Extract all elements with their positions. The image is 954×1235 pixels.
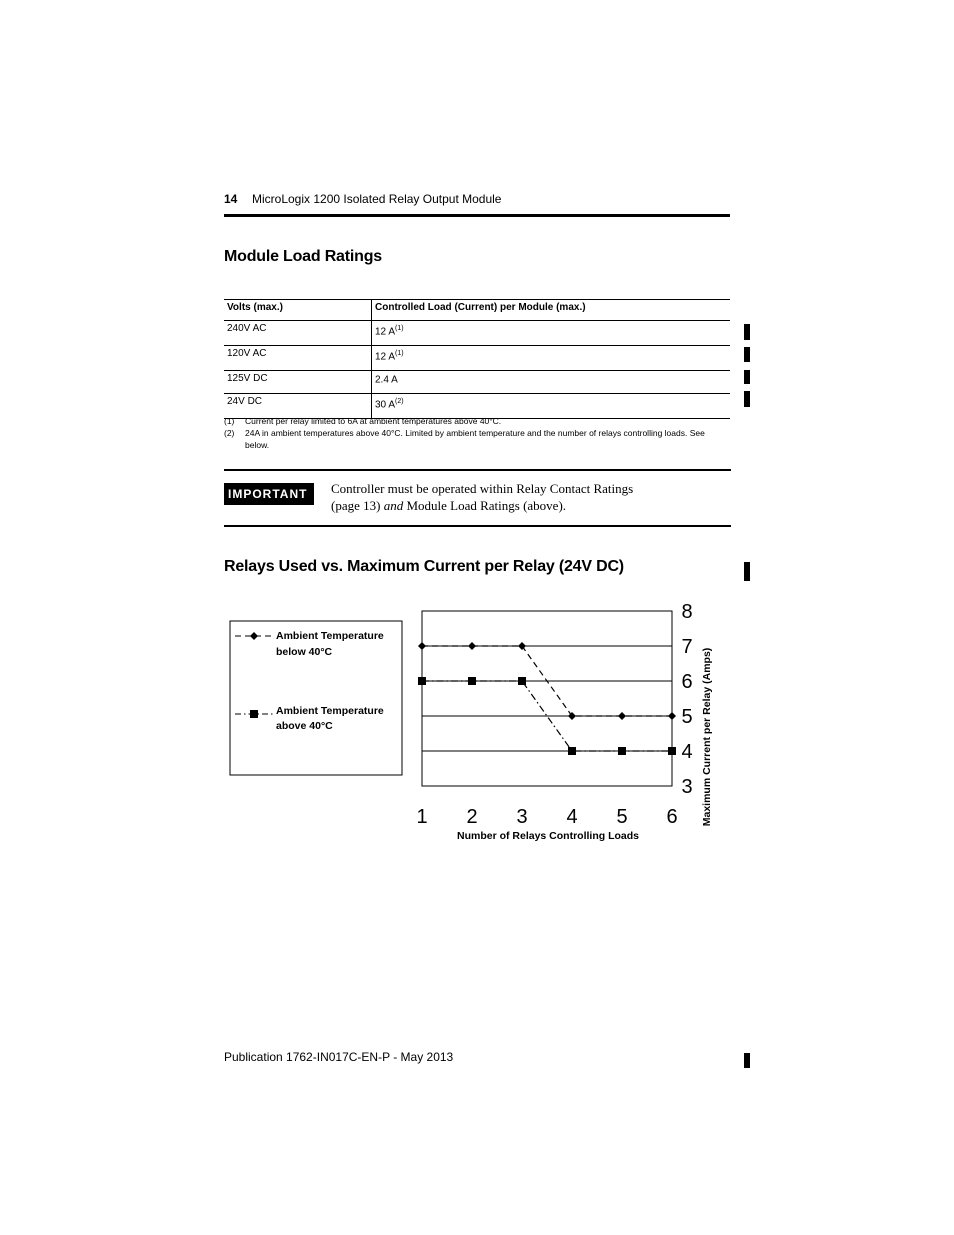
y-tick-label: 4 <box>681 741 693 763</box>
data-point-square <box>418 677 426 685</box>
cell-volts: 125V DC <box>224 371 372 394</box>
footer-publication: Publication 1762-IN017C-EN-P - May 2013 <box>224 1050 454 1064</box>
important-line1: Controller must be operated within Relay Contact Ratings <box>331 481 634 496</box>
plot-frame <box>422 611 672 786</box>
change-bar <box>744 370 750 384</box>
data-point-square <box>468 677 476 685</box>
page-number: 14 <box>224 192 238 206</box>
load-value: 30 A <box>375 399 396 411</box>
cell-load <box>372 321 731 346</box>
change-bar <box>744 324 750 340</box>
y-axis-label: Maximum Current per Relay (Amps) <box>701 647 713 827</box>
footnote-number: (1) <box>224 416 235 426</box>
running-header-title: MicroLogix 1200 Isolated Relay Output Module <box>252 192 502 206</box>
change-bar <box>744 347 750 362</box>
load-ratings-table <box>224 299 730 419</box>
important-text <box>331 480 711 514</box>
footnote-ref: (1) <box>395 325 404 332</box>
important-badge: IMPORTANT <box>224 483 314 505</box>
series-group <box>418 642 676 755</box>
table-row <box>224 321 730 346</box>
section-title-module-load-ratings: Module Load Ratings <box>224 248 382 265</box>
legend-marker-square <box>250 710 258 718</box>
footnote-ref: (1) <box>395 350 404 357</box>
cell-volts: 120V AC <box>224 346 372 371</box>
data-point-diamond <box>618 712 626 720</box>
important-line2-emphasis: and <box>383 498 404 513</box>
legend-label-series-1-line1: Ambient Temperature <box>276 630 384 642</box>
data-point-square <box>668 747 676 755</box>
legend-label-series-2-line2: above 40°C <box>276 720 333 732</box>
important-top-rule <box>224 469 731 471</box>
x-tick-label: 1 <box>416 806 428 828</box>
x-tick-label: 2 <box>466 806 478 828</box>
load-value: 2.4 A <box>375 374 398 386</box>
data-point-square <box>518 677 526 685</box>
data-point-square <box>568 747 576 755</box>
y-tick-label: 8 <box>681 601 693 623</box>
relay-current-chart <box>220 595 730 850</box>
change-bar <box>744 1053 750 1068</box>
table-row <box>224 371 730 394</box>
legend-box <box>230 621 402 775</box>
column-header-volts: Volts (max.) <box>224 300 372 321</box>
cell-load <box>372 346 731 371</box>
y-tick-label: 7 <box>681 636 693 658</box>
x-tick-label: 5 <box>616 806 628 828</box>
grid-lines <box>422 646 672 751</box>
x-axis-label: Number of Relays Controlling Loads <box>456 830 640 842</box>
data-point-square <box>618 747 626 755</box>
data-point-diamond <box>568 712 576 720</box>
data-point-diamond <box>518 642 526 650</box>
cell-volts: 24V DC <box>224 394 372 419</box>
table-row <box>224 346 730 371</box>
section-title-relays-vs-current: Relays Used vs. Maximum Current per Relay (24V DC) <box>224 558 624 575</box>
cell-volts: 240V AC <box>224 321 372 346</box>
column-header-controlled-load: Controlled Load (Current) per Module (max.) <box>372 300 731 321</box>
y-tick-labels <box>681 601 692 798</box>
footnote-text: Current per relay limited to 6A at ambient temperatures above 40°C. <box>245 416 502 426</box>
data-point-diamond <box>668 712 676 720</box>
x-tick-label: 4 <box>566 806 578 828</box>
header-rule <box>224 214 730 217</box>
legend-label-series-2-line1: Ambient Temperature <box>276 705 384 717</box>
important-line2b: Module Load Ratings (above). <box>403 498 567 513</box>
table-header-row <box>224 300 730 321</box>
change-bar <box>744 391 750 407</box>
load-value: 12 A <box>375 351 396 363</box>
y-tick-label: 6 <box>681 671 693 693</box>
y-tick-label: 3 <box>681 776 693 798</box>
footnote-text: 24A in ambient temperatures above 40°C. Limited by ambient temperature and the number of relays controlling loads. See below. <box>245 428 705 450</box>
footnote-number: (2) <box>224 428 235 438</box>
data-point-diamond <box>468 642 476 650</box>
x-tick-labels <box>416 806 677 828</box>
y-tick-label: 5 <box>681 706 693 728</box>
load-value: 12 A <box>375 326 396 338</box>
legend-label-series-1-line2: below 40°C <box>276 646 333 658</box>
x-tick-label: 6 <box>666 806 678 828</box>
cell-load <box>372 371 731 394</box>
important-bottom-rule <box>224 525 731 527</box>
change-bar <box>744 562 750 581</box>
footnote-ref: (2) <box>395 398 404 405</box>
important-line2a: (page 13) <box>331 498 384 513</box>
data-point-diamond <box>418 642 426 650</box>
x-tick-label: 3 <box>516 806 528 828</box>
